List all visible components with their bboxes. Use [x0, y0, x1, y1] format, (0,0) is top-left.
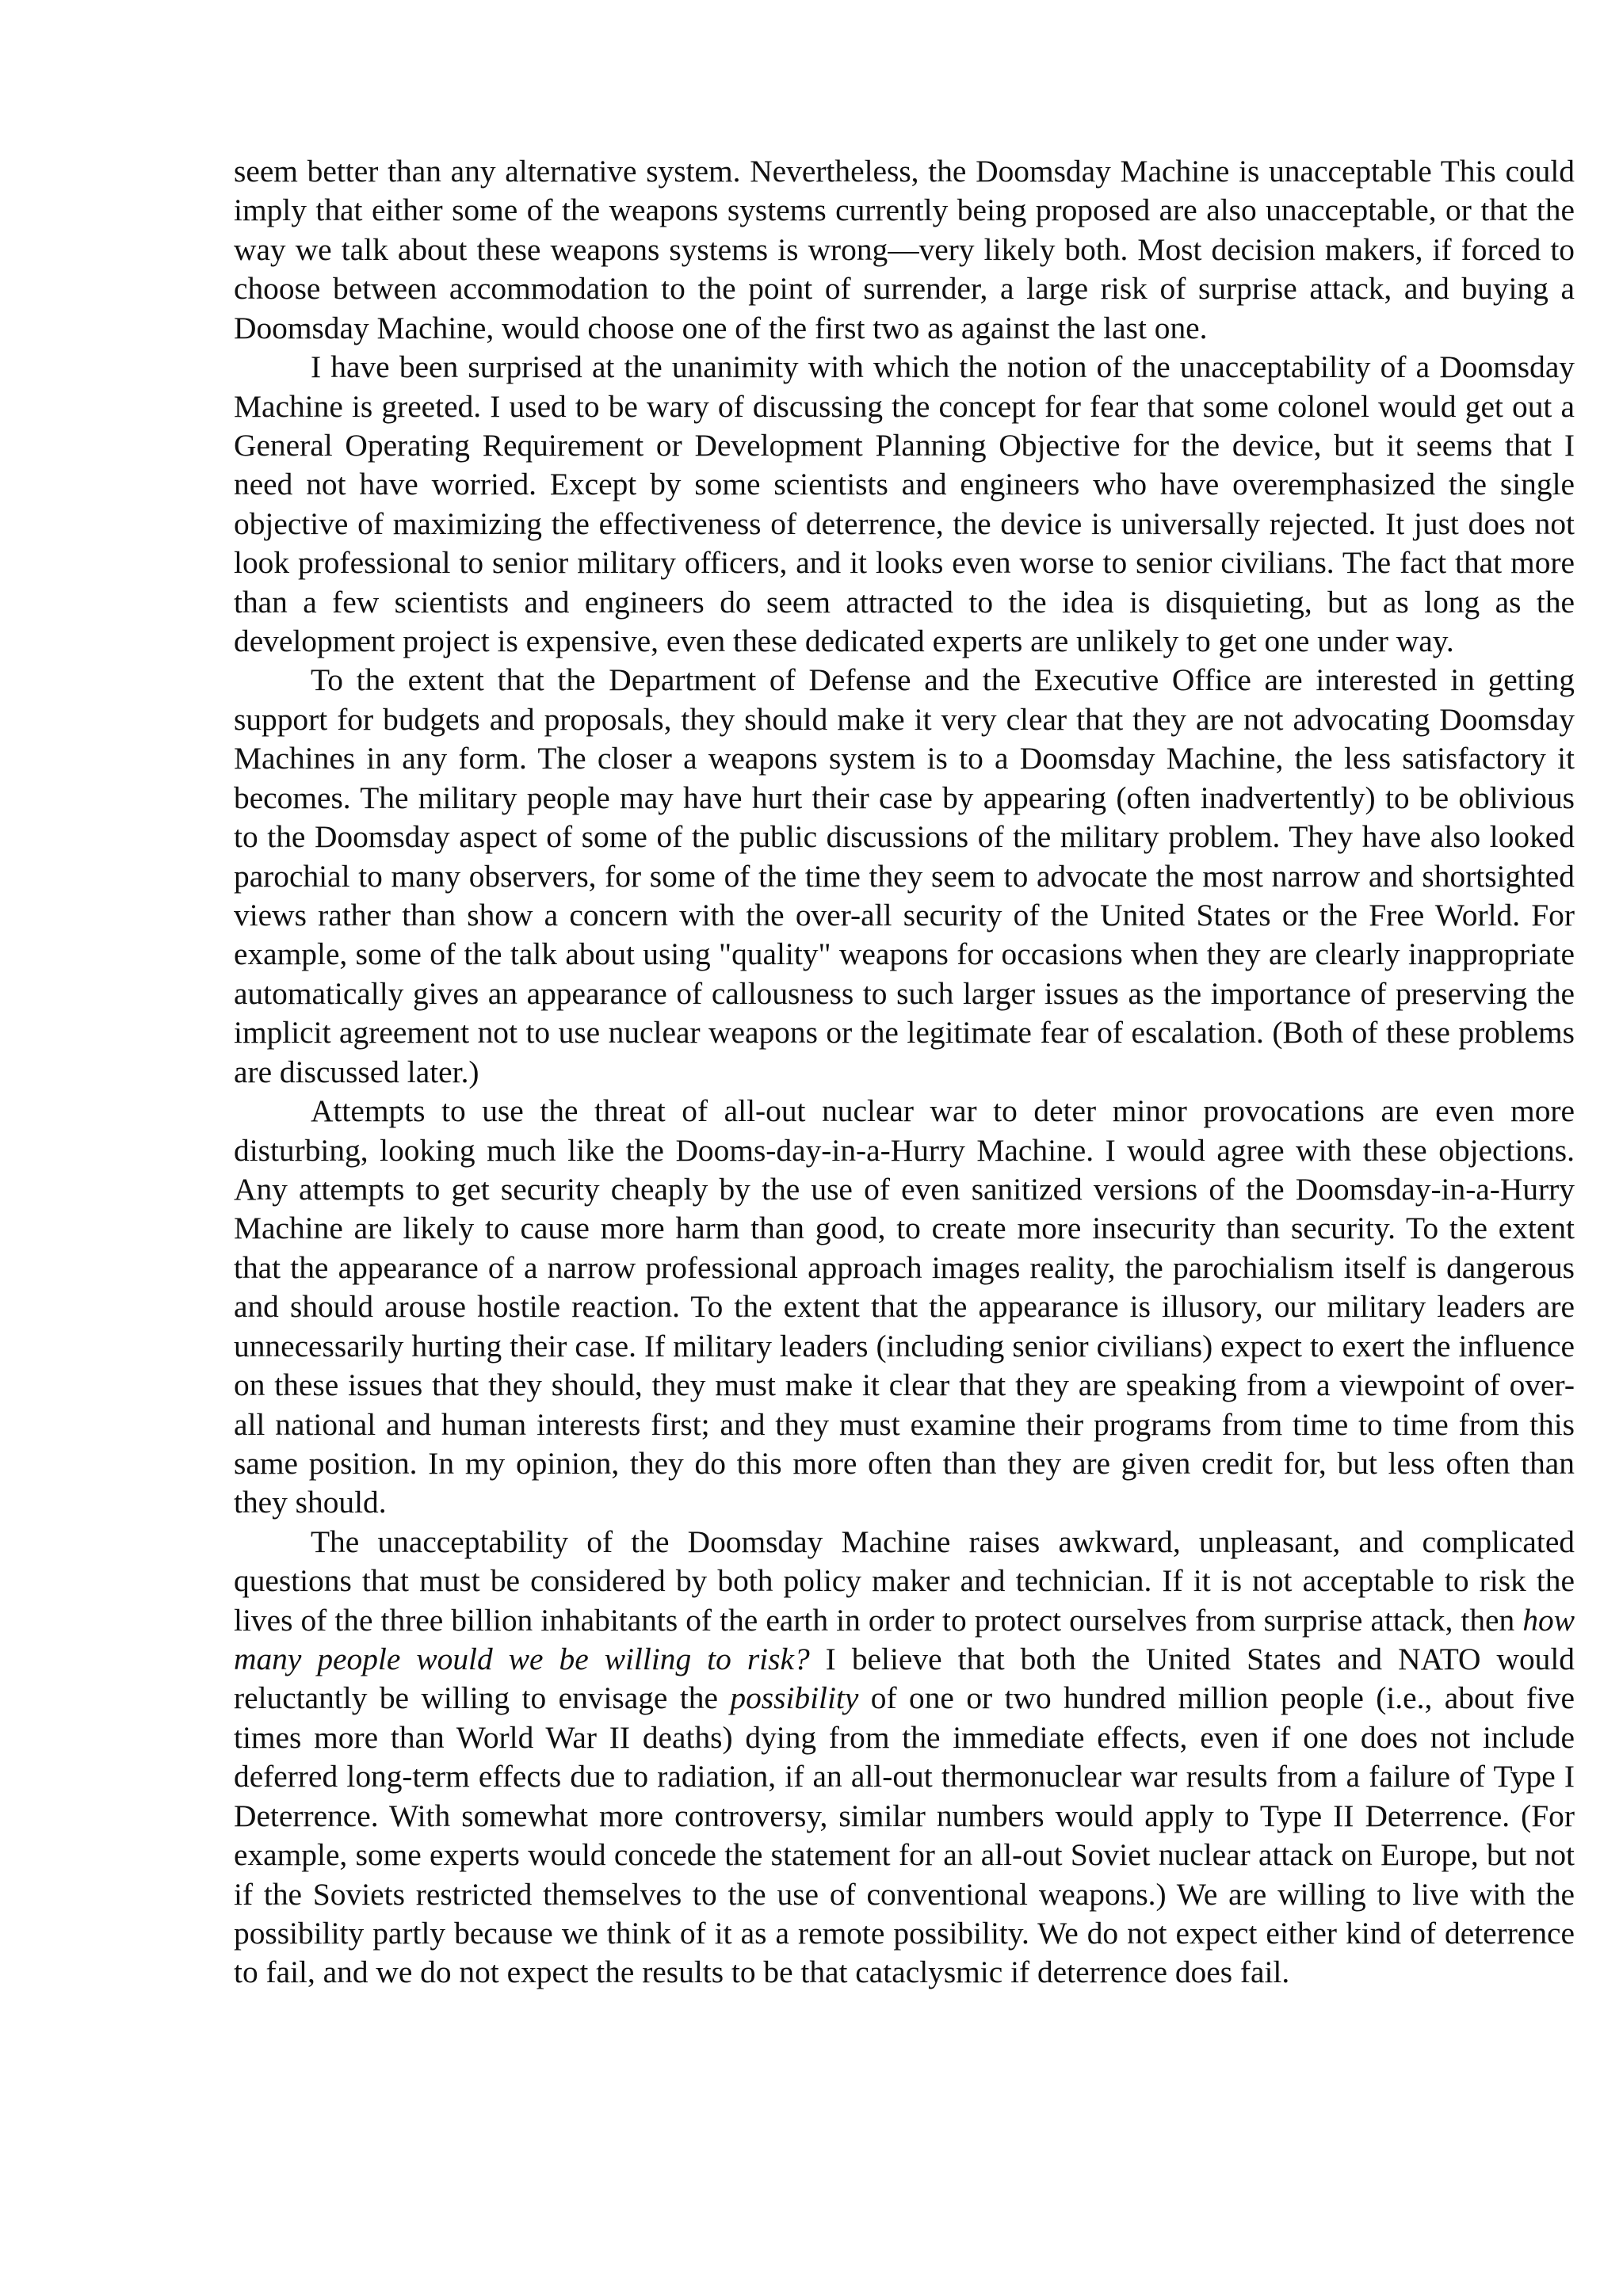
body-text — [234, 152, 1575, 1993]
paragraph-4: Attempts to use the threat of all-out nuclear war to deter minor provocations are even more disturbing, looking much like the Dooms-day-in-a-Hurry Machine. I would agree with these objections. Any attempts to get security cheaply by the use of even sanitized versions of the Doomsday-in-a-Hurry Machine are likely to cause more harm than good, to create more insecurity than security. To the extent that the appearance of a narrow professional approach images reality, the parochialism itself is dangerous and should arouse hostile reaction. To the extent that the appearance is illusory, our military leaders are unnecessarily hurting their case. If military leaders (including senior civilians) expect to exert the influence on these issues that they should, they must make it clear that they are speaking from a viewpoint of over-all national and human interests first; and they must examine their programs from time to time from this same position. In my opinion, they do this more often than they are given credit for, but less often than they should. — [234, 1093, 1575, 1520]
paragraph-3: To the extent that the Department of Defense and the Executive Office are interested in getting support for budgets and proposals, they should make it very clear that they are not advocating Doomsday Machines in any form. The closer a weapons system is to a Doomsday Machine, the less satisfactory it becomes. The military people may have hurt their case by appearing (often inadvertently) to be oblivious to the Doomsday aspect of some of the public discussions of the military problem. They have also looked parochial to many observers, for some of the time they seem to advocate the most narrow and shortsighted views rather than show a concern with the over-all security of the United States or the Free World. For example, some of the talk about using "quality" weapons for occasions when they are clearly inappropriate automatically gives an appearance of callousness to such larger issues as the importance of preserving the implicit agreement not to use nuclear weapons or the legitimate fear of escalation. (Both of these problems are discussed later.) — [234, 662, 1575, 1089]
paragraph-5-text-c: of one or two hundred million people (i.e., about five times more than World War II deaths) dying from the immediate effects, even if one does not include deferred long-term effects due to radiation, if an all-out thermonuclear war results from a failure of Type I Deterrence. With somewhat more controversy, similar numbers would apply to Type II Deterrence. (For example, some experts would concede the statement for an all-out Soviet nuclear attack on Europe, but not if the Soviets restricted themselves to the use of conventional weapons.) We are willing to live with the possibility partly because we think of it as a remote possibility. We do not expect either kind of deterrence to fail, and we do not expect the results to be that cataclysmic if deterrence does fail. — [234, 1680, 1575, 1990]
paragraph-2: I have been surprised at the unanimity with which the notion of the unacceptability of a Doomsday Machine is greeted. I used to be wary of discussing the concept for fear that some colonel would get out a General Operating Requirement or Development Planning Objective for the device, but it seems that I need not have worried. Except by some scientists and engineers who have overemphasized the single objective of maximizing the effectiveness of deterrence, the device is universally rejected. It just does not look professional to senior military officers, and it looks even worse to senior civilians. The fact that more than a few scientists and engineers do seem attracted to the idea is disquieting, but as long as the development project is expensive, even these dedicated experts are unlikely to get one under way. — [234, 349, 1575, 659]
paragraph-5-text-a: The unacceptability of the Doomsday Machine raises awkward, unpleasant, and complicated questions that must be considered by both policy maker and technician. If it is not acceptable to risk the lives of the three billion inhabitants of the earth in order to protect ourselves from surprise attack, then — [234, 1524, 1575, 1638]
paragraph-5-text-b: I believe that both the United States and NATO would reluctantly be willing to envisage the — [234, 1642, 1575, 1716]
paragraph-1: seem better than any alternative system. Nevertheless, the Doomsday Machine is unacceptable This could imply that either some of the weapons systems currently being proposed are also unacceptable, or that the way we talk about these weapons systems is wrong—very likely both. Most decision makers, if forced to choose between accommodation to the point of surrender, a large risk of surprise attack, and buying a Doomsday Machine, would choose one of the first two as against the last one. — [234, 154, 1575, 345]
italic-question: how many people would we be willing to risk? — [234, 1602, 1575, 1677]
paragraph-5 — [234, 1523, 1575, 1993]
italic-possibility: possibility — [730, 1680, 859, 1716]
